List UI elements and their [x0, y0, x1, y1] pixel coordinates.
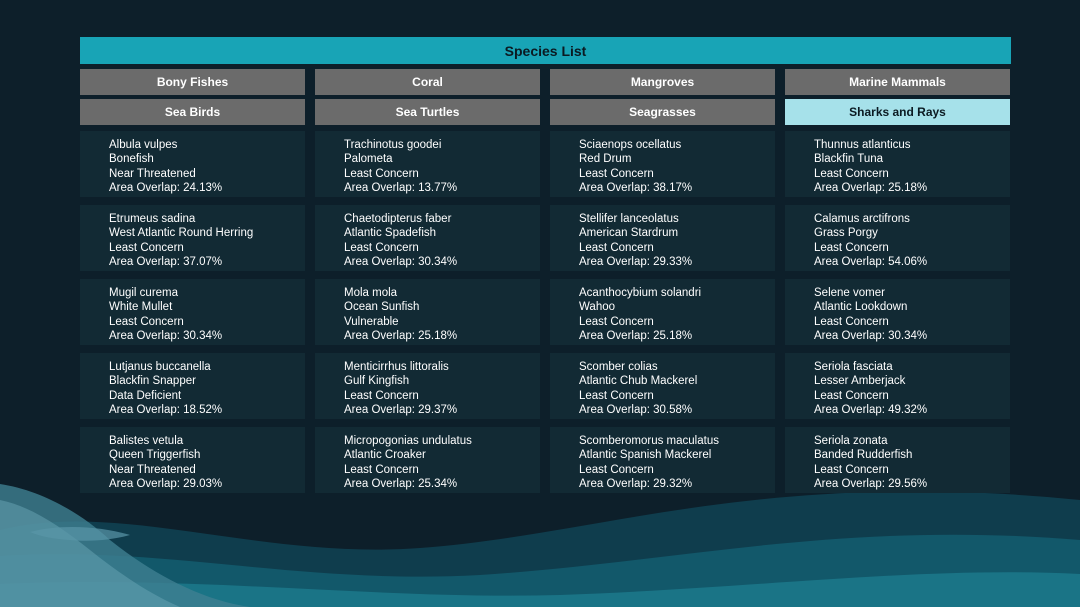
- species-conservation-status: Least Concern: [109, 315, 184, 328]
- species-conservation-status: Least Concern: [344, 241, 419, 254]
- species-area-overlap: Area Overlap: 37.07%: [109, 256, 223, 269]
- species-scientific-name: Calamus arctifrons: [814, 213, 910, 225]
- species-area-overlap: Area Overlap: 49.32%: [814, 404, 928, 417]
- species-conservation-status: Data Deficient: [109, 389, 182, 402]
- species-grid: [80, 131, 1011, 501]
- species-card[interactable]: [80, 205, 305, 271]
- species-area-overlap: Area Overlap: 29.33%: [579, 256, 693, 269]
- tab-sea-turtles[interactable]: Sea Turtles: [315, 99, 540, 125]
- species-card[interactable]: [785, 279, 1010, 345]
- species-common-name: Wahoo: [579, 301, 616, 314]
- species-common-name: Blackfin Snapper: [109, 375, 196, 388]
- species-card[interactable]: [550, 279, 775, 345]
- species-common-name: Atlantic Spanish Mackerel: [579, 449, 712, 462]
- species-common-name: Banded Rudderfish: [814, 449, 913, 462]
- species-conservation-status: Least Concern: [344, 389, 419, 402]
- species-area-overlap: Area Overlap: 25.18%: [579, 330, 693, 343]
- species-common-name: Palometa: [344, 153, 393, 166]
- species-area-overlap: Area Overlap: 29.56%: [814, 478, 928, 491]
- species-conservation-status: Least Concern: [344, 167, 419, 180]
- species-card[interactable]: [785, 205, 1010, 271]
- species-common-name: Atlantic Croaker: [344, 449, 426, 462]
- species-scientific-name: Etrumeus sadina: [109, 213, 196, 225]
- species-conservation-status: Least Concern: [579, 167, 654, 180]
- species-scientific-name: Thunnus atlanticus: [814, 139, 911, 151]
- species-scientific-name: Lutjanus buccanella: [109, 361, 211, 373]
- species-scientific-name: Balistes vetula: [109, 435, 184, 447]
- species-common-name: West Atlantic Round Herring: [109, 227, 254, 240]
- species-scientific-name: Micropogonias undulatus: [344, 435, 472, 447]
- species-scientific-name: Scomber colias: [579, 361, 658, 373]
- species-scientific-name: Acanthocybium solandri: [579, 287, 702, 299]
- species-conservation-status: Least Concern: [814, 315, 889, 328]
- species-scientific-name: Seriola zonata: [814, 435, 888, 447]
- tab-sharks-and-rays[interactable]: Sharks and Rays: [785, 99, 1010, 125]
- species-area-overlap: Area Overlap: 29.37%: [344, 404, 458, 417]
- species-area-overlap: Area Overlap: 24.13%: [109, 182, 223, 195]
- species-scientific-name: Scomberomorus maculatus: [579, 435, 719, 447]
- species-area-overlap: Area Overlap: 29.32%: [579, 478, 693, 491]
- species-card[interactable]: [785, 353, 1010, 419]
- species-conservation-status: Least Concern: [579, 315, 654, 328]
- species-card[interactable]: [315, 353, 540, 419]
- species-scientific-name: Trachinotus goodei: [344, 139, 442, 151]
- species-scientific-name: Menticirrhus littoralis: [344, 361, 449, 373]
- species-area-overlap: Area Overlap: 25.18%: [814, 182, 928, 195]
- species-common-name: Blackfin Tuna: [814, 153, 884, 166]
- species-card[interactable]: [315, 131, 540, 197]
- tab-bony-fishes[interactable]: Bony Fishes: [80, 69, 305, 95]
- species-card[interactable]: [315, 279, 540, 345]
- species-card[interactable]: [80, 427, 305, 493]
- species-list-panel: [80, 37, 1011, 501]
- species-area-overlap: Area Overlap: 30.34%: [109, 330, 223, 343]
- species-conservation-status: Least Concern: [579, 241, 654, 254]
- species-common-name: Atlantic Lookdown: [814, 301, 908, 314]
- species-area-overlap: Area Overlap: 13.77%: [344, 182, 458, 195]
- species-common-name: Queen Triggerfish: [109, 449, 201, 462]
- species-conservation-status: Least Concern: [814, 241, 889, 254]
- tab-marine-mammals[interactable]: Marine Mammals: [785, 69, 1010, 95]
- species-card[interactable]: [80, 131, 305, 197]
- species-area-overlap: Area Overlap: 25.18%: [344, 330, 458, 343]
- species-area-overlap: Area Overlap: 29.03%: [109, 478, 223, 491]
- species-card[interactable]: [315, 427, 540, 493]
- species-conservation-status: Least Concern: [814, 167, 889, 180]
- species-conservation-status: Least Concern: [579, 463, 654, 476]
- species-card[interactable]: [550, 427, 775, 493]
- species-scientific-name: Seriola fasciata: [814, 361, 893, 373]
- species-card[interactable]: [785, 427, 1010, 493]
- species-card[interactable]: [80, 353, 305, 419]
- species-conservation-status: Near Threatened: [109, 463, 196, 476]
- species-area-overlap: Area Overlap: 38.17%: [579, 182, 693, 195]
- tab-coral[interactable]: Coral: [315, 69, 540, 95]
- species-common-name: White Mullet: [109, 301, 173, 314]
- species-common-name: Atlantic Chub Mackerel: [579, 375, 698, 388]
- species-scientific-name: Sciaenops ocellatus: [579, 139, 682, 151]
- species-common-name: American Stardrum: [579, 227, 679, 240]
- species-conservation-status: Least Concern: [814, 463, 889, 476]
- species-scientific-name: Mugil curema: [109, 287, 179, 299]
- species-scientific-name: Stellifer lanceolatus: [579, 213, 679, 225]
- species-common-name: Red Drum: [579, 153, 632, 166]
- species-card[interactable]: [80, 279, 305, 345]
- tab-mangroves[interactable]: Mangroves: [550, 69, 775, 95]
- species-area-overlap: Area Overlap: 30.34%: [814, 330, 928, 343]
- species-area-overlap: Area Overlap: 18.52%: [109, 404, 223, 417]
- category-tabs: [80, 69, 1011, 125]
- species-conservation-status: Least Concern: [109, 241, 184, 254]
- species-scientific-name: Chaetodipterus faber: [344, 213, 452, 225]
- species-card[interactable]: [550, 131, 775, 197]
- species-card[interactable]: [785, 131, 1010, 197]
- species-conservation-status: Least Concern: [579, 389, 654, 402]
- species-area-overlap: Area Overlap: 25.34%: [344, 478, 458, 491]
- species-area-overlap: Area Overlap: 30.34%: [344, 256, 458, 269]
- species-conservation-status: Vulnerable: [344, 315, 399, 328]
- species-conservation-status: Near Threatened: [109, 167, 196, 180]
- species-card[interactable]: [550, 205, 775, 271]
- page-title: Species List: [80, 37, 1011, 64]
- species-scientific-name: Mola mola: [344, 287, 398, 299]
- tab-seagrasses[interactable]: Seagrasses: [550, 99, 775, 125]
- species-common-name: Gulf Kingfish: [344, 375, 410, 388]
- species-common-name: Atlantic Spadefish: [344, 227, 437, 240]
- species-area-overlap: Area Overlap: 30.58%: [579, 404, 693, 417]
- species-scientific-name: Selene vomer: [814, 287, 885, 299]
- species-card[interactable]: [550, 353, 775, 419]
- species-scientific-name: Albula vulpes: [109, 139, 178, 151]
- species-card[interactable]: [315, 205, 540, 271]
- species-common-name: Ocean Sunfish: [344, 301, 420, 314]
- species-area-overlap: Area Overlap: 54.06%: [814, 256, 928, 269]
- species-common-name: Bonefish: [109, 153, 154, 166]
- species-common-name: Grass Porgy: [814, 227, 878, 240]
- tab-sea-birds[interactable]: Sea Birds: [80, 99, 305, 125]
- species-conservation-status: Least Concern: [814, 389, 889, 402]
- species-conservation-status: Least Concern: [344, 463, 419, 476]
- species-common-name: Lesser Amberjack: [814, 375, 906, 388]
